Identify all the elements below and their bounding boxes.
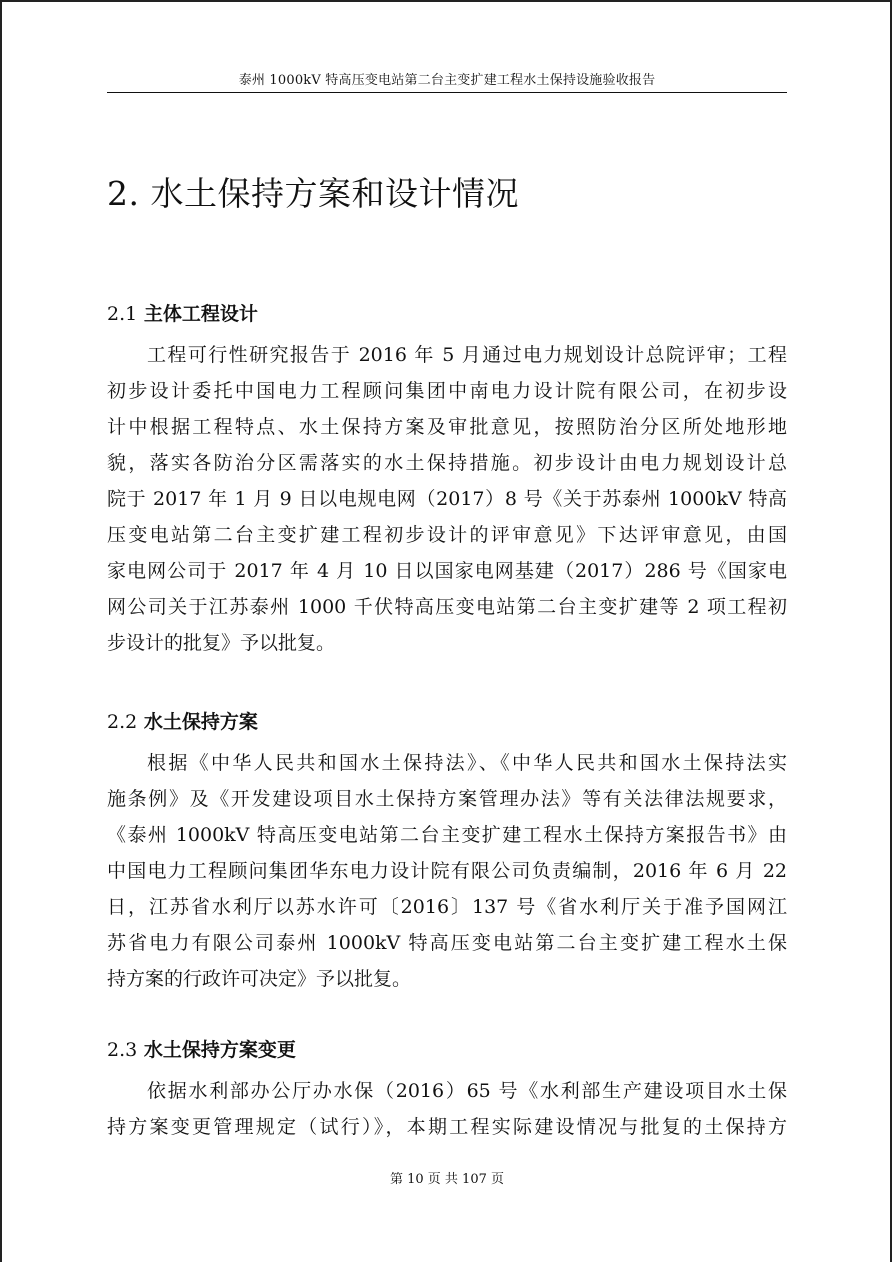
paragraph-plan-change [107, 1073, 787, 1145]
paragraph-line: 工程可行性研究报告于 2016 年 5 月通过电力规划设计总院评审；工程 [147, 344, 787, 366]
paragraph-line: 苏省电力有限公司泰州 1000kV 特高压变电站第二台主变扩建工程水土保 [107, 932, 787, 954]
paragraph-line: 计中根据工程特点、水土保持方案及审批意见，按照防治分区所处地形地 [107, 416, 787, 438]
section-heading-2-3 [107, 1036, 296, 1064]
paragraph-soil-plan [107, 745, 787, 997]
paragraph-line: 网公司关于江苏泰州 1000 千伏特高压变电站第二台主变扩建等 2 项工程初 [107, 596, 787, 618]
section-heading-2-2 [107, 708, 258, 736]
paragraph-line: 中国电力工程顾问集团华东电力设计院有限公司负责编制，2016 年 6 月 22 [107, 860, 787, 882]
paragraph-line: 依据水利部办公厅办水保（2016）65 号《水利部生产建设项目水土保 [147, 1080, 787, 1102]
section-number: 2.1 [107, 303, 138, 325]
paragraph-main-design [107, 337, 787, 661]
page-border-left [0, 0, 2, 1262]
paragraph-line: 初步设计委托中国电力工程顾问集团中南电力设计院有限公司，在初步设 [107, 380, 787, 402]
paragraph-line: 根据《中华人民共和国水土保持法》、《中华人民共和国水土保持法实 [147, 752, 787, 774]
chapter-title: 2. 水土保持方案和设计情况 [107, 174, 519, 213]
section-number: 2.2 [107, 711, 138, 733]
section-title: 水土保持方案变更 [143, 1039, 296, 1061]
section-title: 水土保持方案 [143, 711, 258, 733]
running-header: 泰州 1000kV 特高压变电站第二台主变扩建工程水土保持设施验收报告 [238, 73, 656, 88]
paragraph-line: 持方案的行政许可决定》予以批复。 [107, 968, 412, 990]
paragraph-line: 《泰州 1000kV 特高压变电站第二台主变扩建工程水土保持方案报告书》由 [107, 824, 787, 846]
section-number: 2.3 [107, 1039, 138, 1061]
page-border-top [0, 0, 892, 2]
paragraph-line: 院于 2017 年 1 月 9 日以电规电网（2017）8 号《关于苏泰州 1000kV 特高 [107, 488, 787, 510]
section-heading-2-1 [107, 300, 258, 328]
paragraph-line: 步设计的批复》予以批复。 [107, 632, 336, 654]
paragraph-line: 持方案变更管理规定（试行）》，本期工程实际建设情况与批复的土保持方 [107, 1116, 787, 1138]
section-title: 主体工程设计 [143, 303, 258, 325]
paragraph-line: 家电网公司于 2017 年 4 月 10 日以国家电网基建（2017）286 号《国家电 [107, 560, 787, 582]
paragraph-line: 日，江苏省水利厅以苏水许可〔2016〕137 号《省水利厅关于准予国网江 [107, 896, 787, 918]
paragraph-line: 貌，落实各防治分区需落实的水土保持措施。初步设计由电力规划设计总 [107, 452, 787, 474]
page-number: 第 10 页 共 107 页 [389, 1172, 505, 1187]
paragraph-line: 施条例》及《开发建设项目水土保持方案管理办法》等有关法律法规要求， [107, 788, 787, 810]
header-rule [107, 92, 787, 93]
paragraph-line: 压变电站第二台主变扩建工程初步设计的评审意见》下达评审意见，由国 [107, 524, 787, 546]
